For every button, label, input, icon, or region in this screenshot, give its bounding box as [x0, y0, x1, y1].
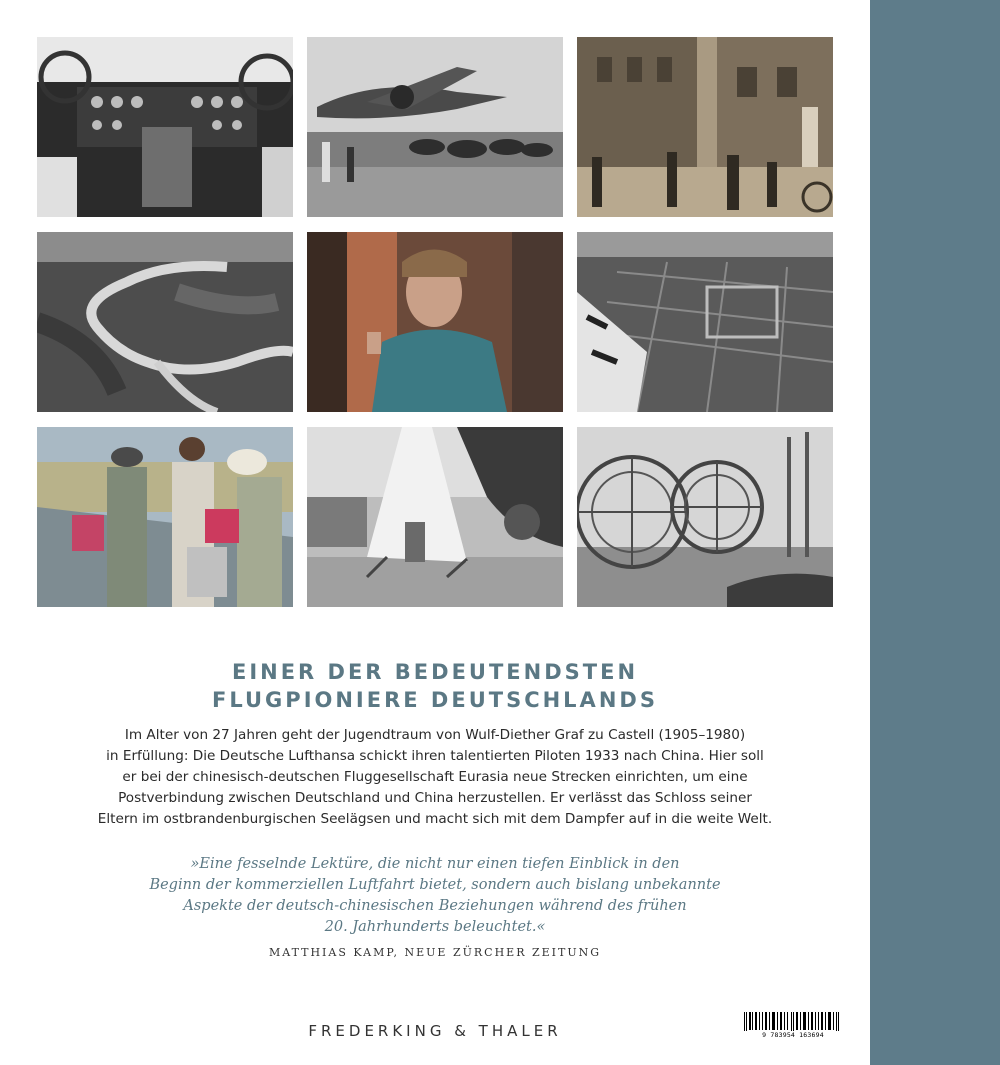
- barcode-bars: [742, 1012, 844, 1032]
- book-spine: [870, 0, 1000, 1065]
- photo-airplane-field: [307, 37, 563, 217]
- quote-line-1: »Eine fesselnde Lektüre, die nicht nur einen tiefen Einblick in den: [190, 856, 680, 872]
- publisher-name: FREDERKING & THALER: [308, 1022, 562, 1040]
- quote-line-2: Beginn der kommerziellen Luftfahrt bietet, sondern auch bislang unbekannte: [149, 877, 721, 893]
- description-line-3: er bei der chinesisch-deutschen Fluggesellschaft Eurasia neue Strecken einrichten, um eine: [122, 769, 748, 785]
- headline: [100, 658, 770, 714]
- description-line-2: in Erfüllung: Die Deutsche Lufthansa schickt ihren talentierten Piloten 1933 nach China. Hier soll: [106, 748, 764, 764]
- photo-cockpit: [37, 37, 293, 217]
- barcode-number: 9 783954 163694: [742, 1031, 844, 1039]
- description-line-4: Postverbindung zwischen Deutschland und China herzustellen. Er verlässt das Schloss seiner: [118, 790, 752, 806]
- description-line-1: Im Alter von 27 Jahren geht der Jugendtraum von Wulf-Diether Graf zu Castell (1905–1980): [124, 727, 746, 743]
- photo-refueling-color: [37, 427, 293, 607]
- photo-mosquito-net: [307, 427, 563, 607]
- description: [90, 725, 780, 830]
- photo-portrait-pilot: [307, 232, 563, 412]
- photo-river-aerial: [37, 232, 293, 412]
- photo-street-scene: [577, 37, 833, 217]
- quote-line-3: Aspekte der deutsch-chinesischen Beziehungen während des frühen: [183, 898, 687, 914]
- photo-water-wheels: [577, 427, 833, 607]
- headline-line-2: FLUGPIONIERE DEUTSCHLANDS: [212, 688, 658, 712]
- review-quote: [100, 854, 770, 938]
- description-line-5: Eltern im ostbrandenburgischen Seelägsen und macht sich mit dem Dampfer auf in die weite Welt.: [97, 811, 773, 827]
- barcode: [742, 1012, 844, 1046]
- quote-line-4: 20. Jahrhunderts beleuchtet.«: [324, 919, 546, 935]
- quote-source: MATTHIAS KAMP, NEUE ZÜRCHER ZEITUNG: [268, 946, 602, 959]
- headline-line-1: EINER DER BEDEUTENDSTEN: [231, 660, 639, 684]
- photo-city-aerial: [577, 232, 833, 412]
